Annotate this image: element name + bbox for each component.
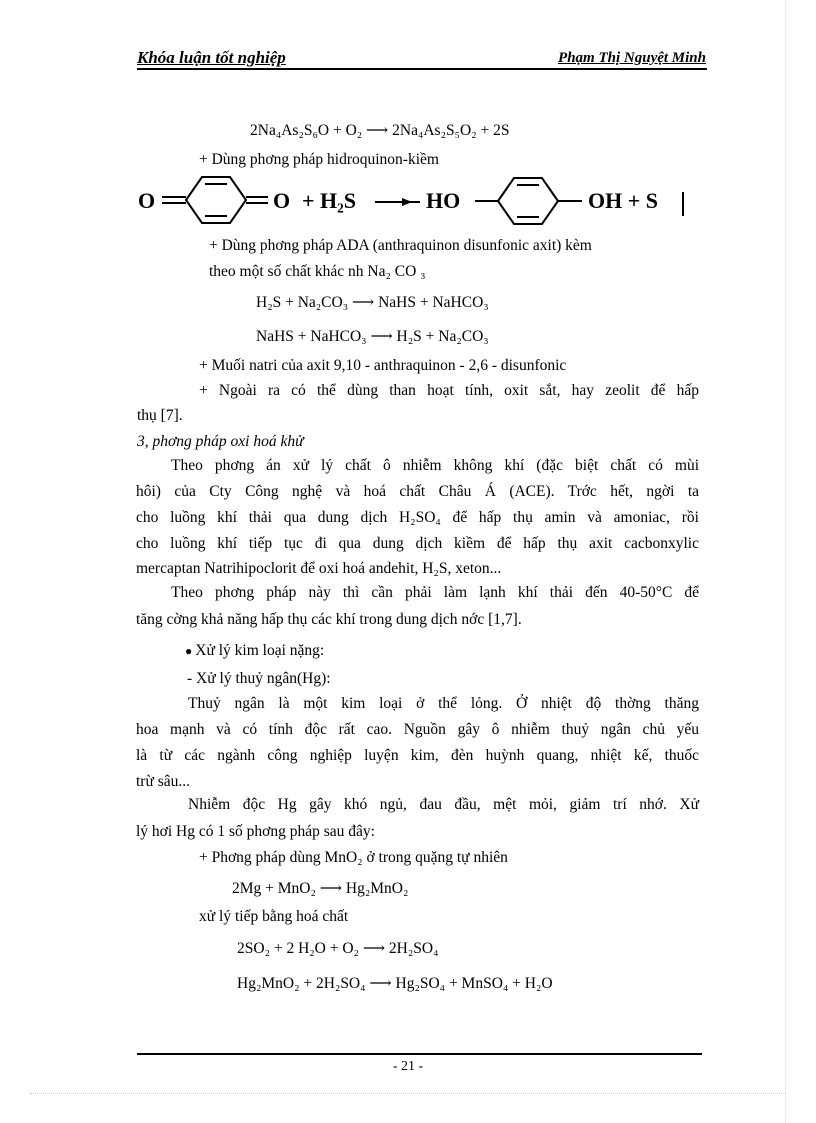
reaction-oxygen-left: O (138, 188, 156, 213)
reaction-oxygen-right: O (273, 188, 291, 213)
method-hidroquinon: + Dùng phơng pháp hidroquinon-kiềm (199, 151, 439, 168)
subheading-mercury: - Xử lý thuỷ ngân(Hg): (187, 670, 331, 687)
reaction-ho: HO (426, 188, 461, 213)
bullet-heavy-metals (185, 641, 324, 661)
method-sodium-salt: + Muối natri của axit 9,10 - anthraquinon - 2,6 - disunfonic (199, 357, 567, 374)
reaction-oh-sulfur: OH + S (588, 188, 658, 213)
method-other-cont: thụ [7]. (137, 407, 183, 424)
paragraph-line: lý hơi Hg có 1 số phơng pháp sau đây: (136, 823, 375, 840)
equation-hg2mno2: Hg₂MnO₂ + 2H₂SO₄ ⟶ Hg₂SO₄ + MnSO₄ + H₂O (237, 975, 553, 992)
header-author: Phạm Thị Nguyệt Minh (558, 50, 706, 66)
hydroquinone-reaction-diagram (130, 170, 700, 230)
paragraph-line: trừ sâu... (136, 773, 191, 790)
method-other: + Ngoài ra có thể dùng than hoạt tính, oxit sắt, hay zeolit để hấp (199, 382, 699, 399)
method-ada-cont: theo một số chất khác nh Na₂ CO ₃ (209, 263, 426, 280)
paragraph-line: Thuỷ ngân là một kim loại ở thể lỏng. Ở nhiệt độ thờng thăng (188, 695, 699, 712)
header-title: Khóa luận tốt nghiệp (137, 48, 286, 67)
equation-mno2: 2Mg + MnO₂ ⟶ Hg₂MnO₂ (232, 880, 409, 897)
method-mno2: + Phơng pháp dùng MnO₂ ở trong quặng tự nhiên (199, 849, 508, 866)
page-number: - 21 - (392, 1059, 424, 1074)
paragraph-line: cho luồng khí tiếp tục đi qua dung dịch kiềm để hấp thụ axit cacbonxylic (136, 535, 699, 552)
equation-h2s-na2co3: H₂S + Na₂CO₃ ⟶ NaHS + NaHCO₃ (256, 294, 489, 311)
reaction-h2s: + H₂S (302, 188, 356, 213)
page-boundary-right (785, 0, 786, 1123)
paragraph-line: hôi) của Cty Công nghệ và hoá chất Châu Á (ACE). Trớc hết, ngời ta (136, 483, 699, 500)
bullet-text: Xử lý kim loại nặng: (195, 642, 325, 659)
page-boundary (30, 1093, 786, 1094)
equation-arsenic: 2Na₄As₂S₆O + O₂ ⟶ 2Na₄As₂S₅O₂ + 2S (250, 122, 510, 139)
section-heading: 3, phơng pháp oxi hoá khử (137, 433, 304, 450)
equation-nahs: NaHS + NaHCO₃ ⟶ H₂S + Na₂CO₃ (256, 328, 489, 345)
method-ada: + Dùng phơng pháp ADA (anthraquinon disunfonic axit) kèm (209, 237, 592, 254)
paragraph-line: cho luồng khí thải qua dung dịch H₂SO₄ để hấp thụ amin và amoniac, rồi (136, 509, 699, 526)
paragraph-line: mercaptan Natrihipoclorit để oxi hoá andehit, H₂S, xeton... (136, 560, 502, 577)
paragraph-line: tăng cờng khả năng hấp thụ các khí trong dung dịch nớc [1,7]. (136, 611, 522, 628)
paragraph-line: Theo phơng án xử lý chất ô nhiễm không khí (đặc biệt chất có mùi (171, 457, 699, 474)
paragraph-line: hoa mạnh và có tính độc rất cao. Nguồn gây ô nhiễm thuỷ ngân chủ yếu (136, 721, 699, 738)
paragraph-line: Theo phơng pháp này thì cần phải làm lạnh khí thải đến 40-50°C để (171, 584, 699, 601)
paragraph-line: là từ các ngành công nghiệp luyện kim, đèn huỳnh quang, nhiệt kế, thuốc (136, 747, 699, 764)
bullet-icon: ● (185, 644, 196, 658)
equation-so2: 2SO₂ + 2 H₂O + O₂ ⟶ 2H₂SO₄ (237, 940, 439, 957)
paragraph-line: Nhiễm độc Hg gây khó ngủ, đau đầu, mệt mỏi, giảm trí nhớ. Xử (188, 796, 699, 813)
further-treatment: xử lý tiếp bằng hoá chất (199, 908, 349, 925)
header-divider (137, 68, 707, 70)
footer-divider (137, 1053, 702, 1055)
